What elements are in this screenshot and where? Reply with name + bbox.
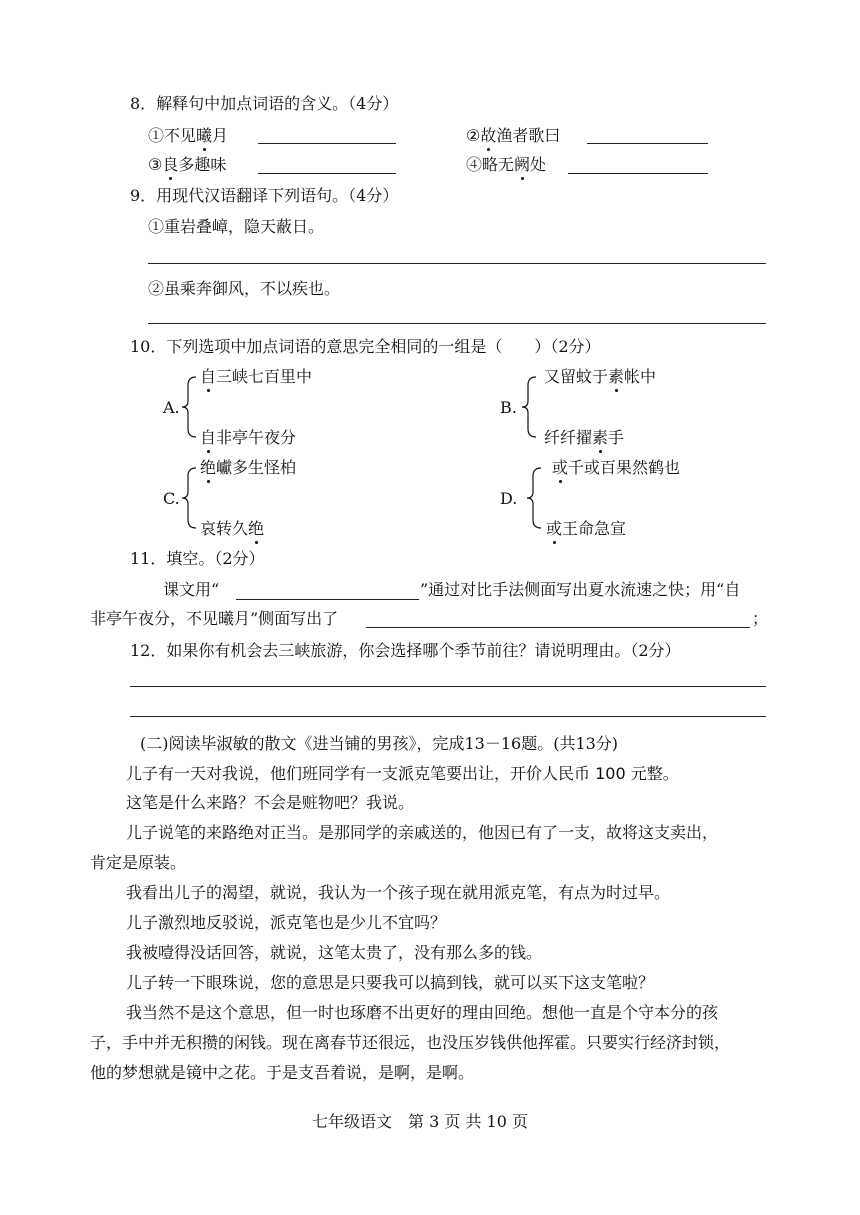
passage-paragraph-4: 我看出儿子的渴望，就说，我认为一个孩子现在就用派克笔，有点为时过早。 bbox=[126, 883, 671, 902]
q12-answer-line-1[interactable] bbox=[130, 686, 766, 687]
q8-title: 8．解释句中加点词语的含义。（4分） bbox=[130, 94, 399, 113]
q10-option-a-line-1: 自三峡七百里中 bbox=[200, 367, 313, 386]
q10-option-c-brace bbox=[180, 466, 198, 530]
q10-option-c-line-1: 绝巘多生怪柏 bbox=[200, 458, 297, 477]
q9-answer-line-2[interactable] bbox=[148, 323, 766, 324]
q11-line-1-start: 课文用“ bbox=[163, 580, 220, 599]
q10-option-a-line-2: 自非亭午夜分 bbox=[200, 428, 297, 447]
passage-paragraph-8-line-1: 我当然不是这个意思，但一时也琢磨不出更好的理由回绝。想他一直是个守本分的孩 bbox=[126, 1003, 719, 1022]
q10-option-b-label[interactable]: B. bbox=[500, 398, 517, 417]
q9-answer-line-1[interactable] bbox=[148, 263, 766, 264]
q8-blank-3[interactable] bbox=[258, 173, 396, 174]
passage-paragraph-8-line-3: 他的梦想就是镜中之花。于是支吾着说，是啊，是啊。 bbox=[90, 1063, 475, 1082]
q9-title: 9．用现代汉语翻译下列语句。（4分） bbox=[130, 186, 399, 205]
q11-line-2-start: 非亭午夜分，不见曦月”侧面写出了 bbox=[90, 609, 339, 628]
q10-option-c-label[interactable]: C. bbox=[163, 489, 180, 508]
q10-option-a-brace bbox=[180, 375, 198, 439]
q10-option-b-brace bbox=[520, 375, 538, 439]
q11-blank-1[interactable] bbox=[236, 599, 419, 600]
q8-blank-2[interactable] bbox=[587, 143, 708, 144]
q10-option-d-brace bbox=[525, 466, 543, 530]
q9-sentence-2: ②虽乘奔御风，不以疾也。 bbox=[148, 279, 341, 298]
q11-line-2-end: ； bbox=[752, 609, 769, 628]
q10-title: 10．下列选项中加点词语的意思完全相同的一组是（ ）（2分） bbox=[130, 337, 601, 356]
passage-paragraph-1: 儿子有一天对我说，他们班同学有一支派克笔要出让，开价人民币 100 元整。 bbox=[126, 764, 679, 783]
q9-sentence-1: ①重岩叠嶂，隐天蔽日。 bbox=[148, 217, 325, 236]
q10-option-d-line-1: 或千或百果然鹤也 bbox=[552, 458, 681, 477]
q12-answer-line-2[interactable] bbox=[130, 716, 766, 717]
passage-paragraph-8-line-2: 子，手中并无积攒的闲钱。现在离春节还很远，也没压岁钱供他挥霍。只要实行经济封锁， bbox=[90, 1033, 731, 1052]
q10-option-b-line-2: 纤纤擢素手 bbox=[544, 428, 625, 447]
q8-item-3: ③良多趣味 bbox=[148, 155, 227, 174]
q8-blank-4[interactable] bbox=[568, 173, 708, 174]
q10-option-c-line-2: 哀转久绝 bbox=[200, 519, 265, 538]
q8-item-2: ②故渔者歌曰 bbox=[466, 126, 561, 145]
q8-item-4: ④略无阙处 bbox=[466, 155, 547, 174]
q10-option-b-line-1: 又留蚊于素帐中 bbox=[544, 367, 657, 386]
passage-paragraph-6: 我被噎得没话回答，就说，这笔太贵了，没有那么多的钱。 bbox=[126, 943, 543, 962]
passage-paragraph-3-line-1: 儿子说笔的来路绝对正当。是那同学的亲戚送的，他因已有了一支，故将这支卖出， bbox=[126, 823, 719, 842]
q10-option-d-line-2: 或王命急宣 bbox=[546, 519, 627, 538]
q11-line-1-end: ”通过对比手法侧面写出夏水流速之快；用“自 bbox=[420, 580, 741, 599]
q10-option-d-label[interactable]: D. bbox=[500, 489, 518, 508]
passage-paragraph-2: 这笔是什么来路？不会是赃物吧？我说。 bbox=[126, 793, 415, 812]
q10-option-a-label[interactable]: A. bbox=[163, 398, 180, 417]
passage-paragraph-7: 儿子转一下眼珠说，您的意思是只要我可以搞到钱，就可以买下这支笔啦？ bbox=[126, 973, 655, 992]
q8-blank-1[interactable] bbox=[258, 143, 396, 144]
passage-paragraph-3-line-2: 肯定是原装。 bbox=[90, 853, 187, 872]
section2-title: (二)阅读毕淑敏的散文《进当铺的男孩》，完成13－16题。(共13分) bbox=[140, 734, 619, 753]
passage-paragraph-5: 儿子激烈地反驳说，派克笔也是少儿不宜吗？ bbox=[126, 913, 447, 932]
q8-item-1: ①不见曦月 bbox=[148, 126, 229, 145]
q12-title: 12．如果你有机会去三峡旅游，你会选择哪个季节前往？请说明理由。（2分） bbox=[130, 641, 681, 660]
q11-blank-2[interactable] bbox=[366, 627, 750, 628]
page-footer: 七年级语文 第 3 页 共 10 页 bbox=[312, 1112, 528, 1131]
q11-title: 11．填空。（2分） bbox=[130, 549, 265, 568]
